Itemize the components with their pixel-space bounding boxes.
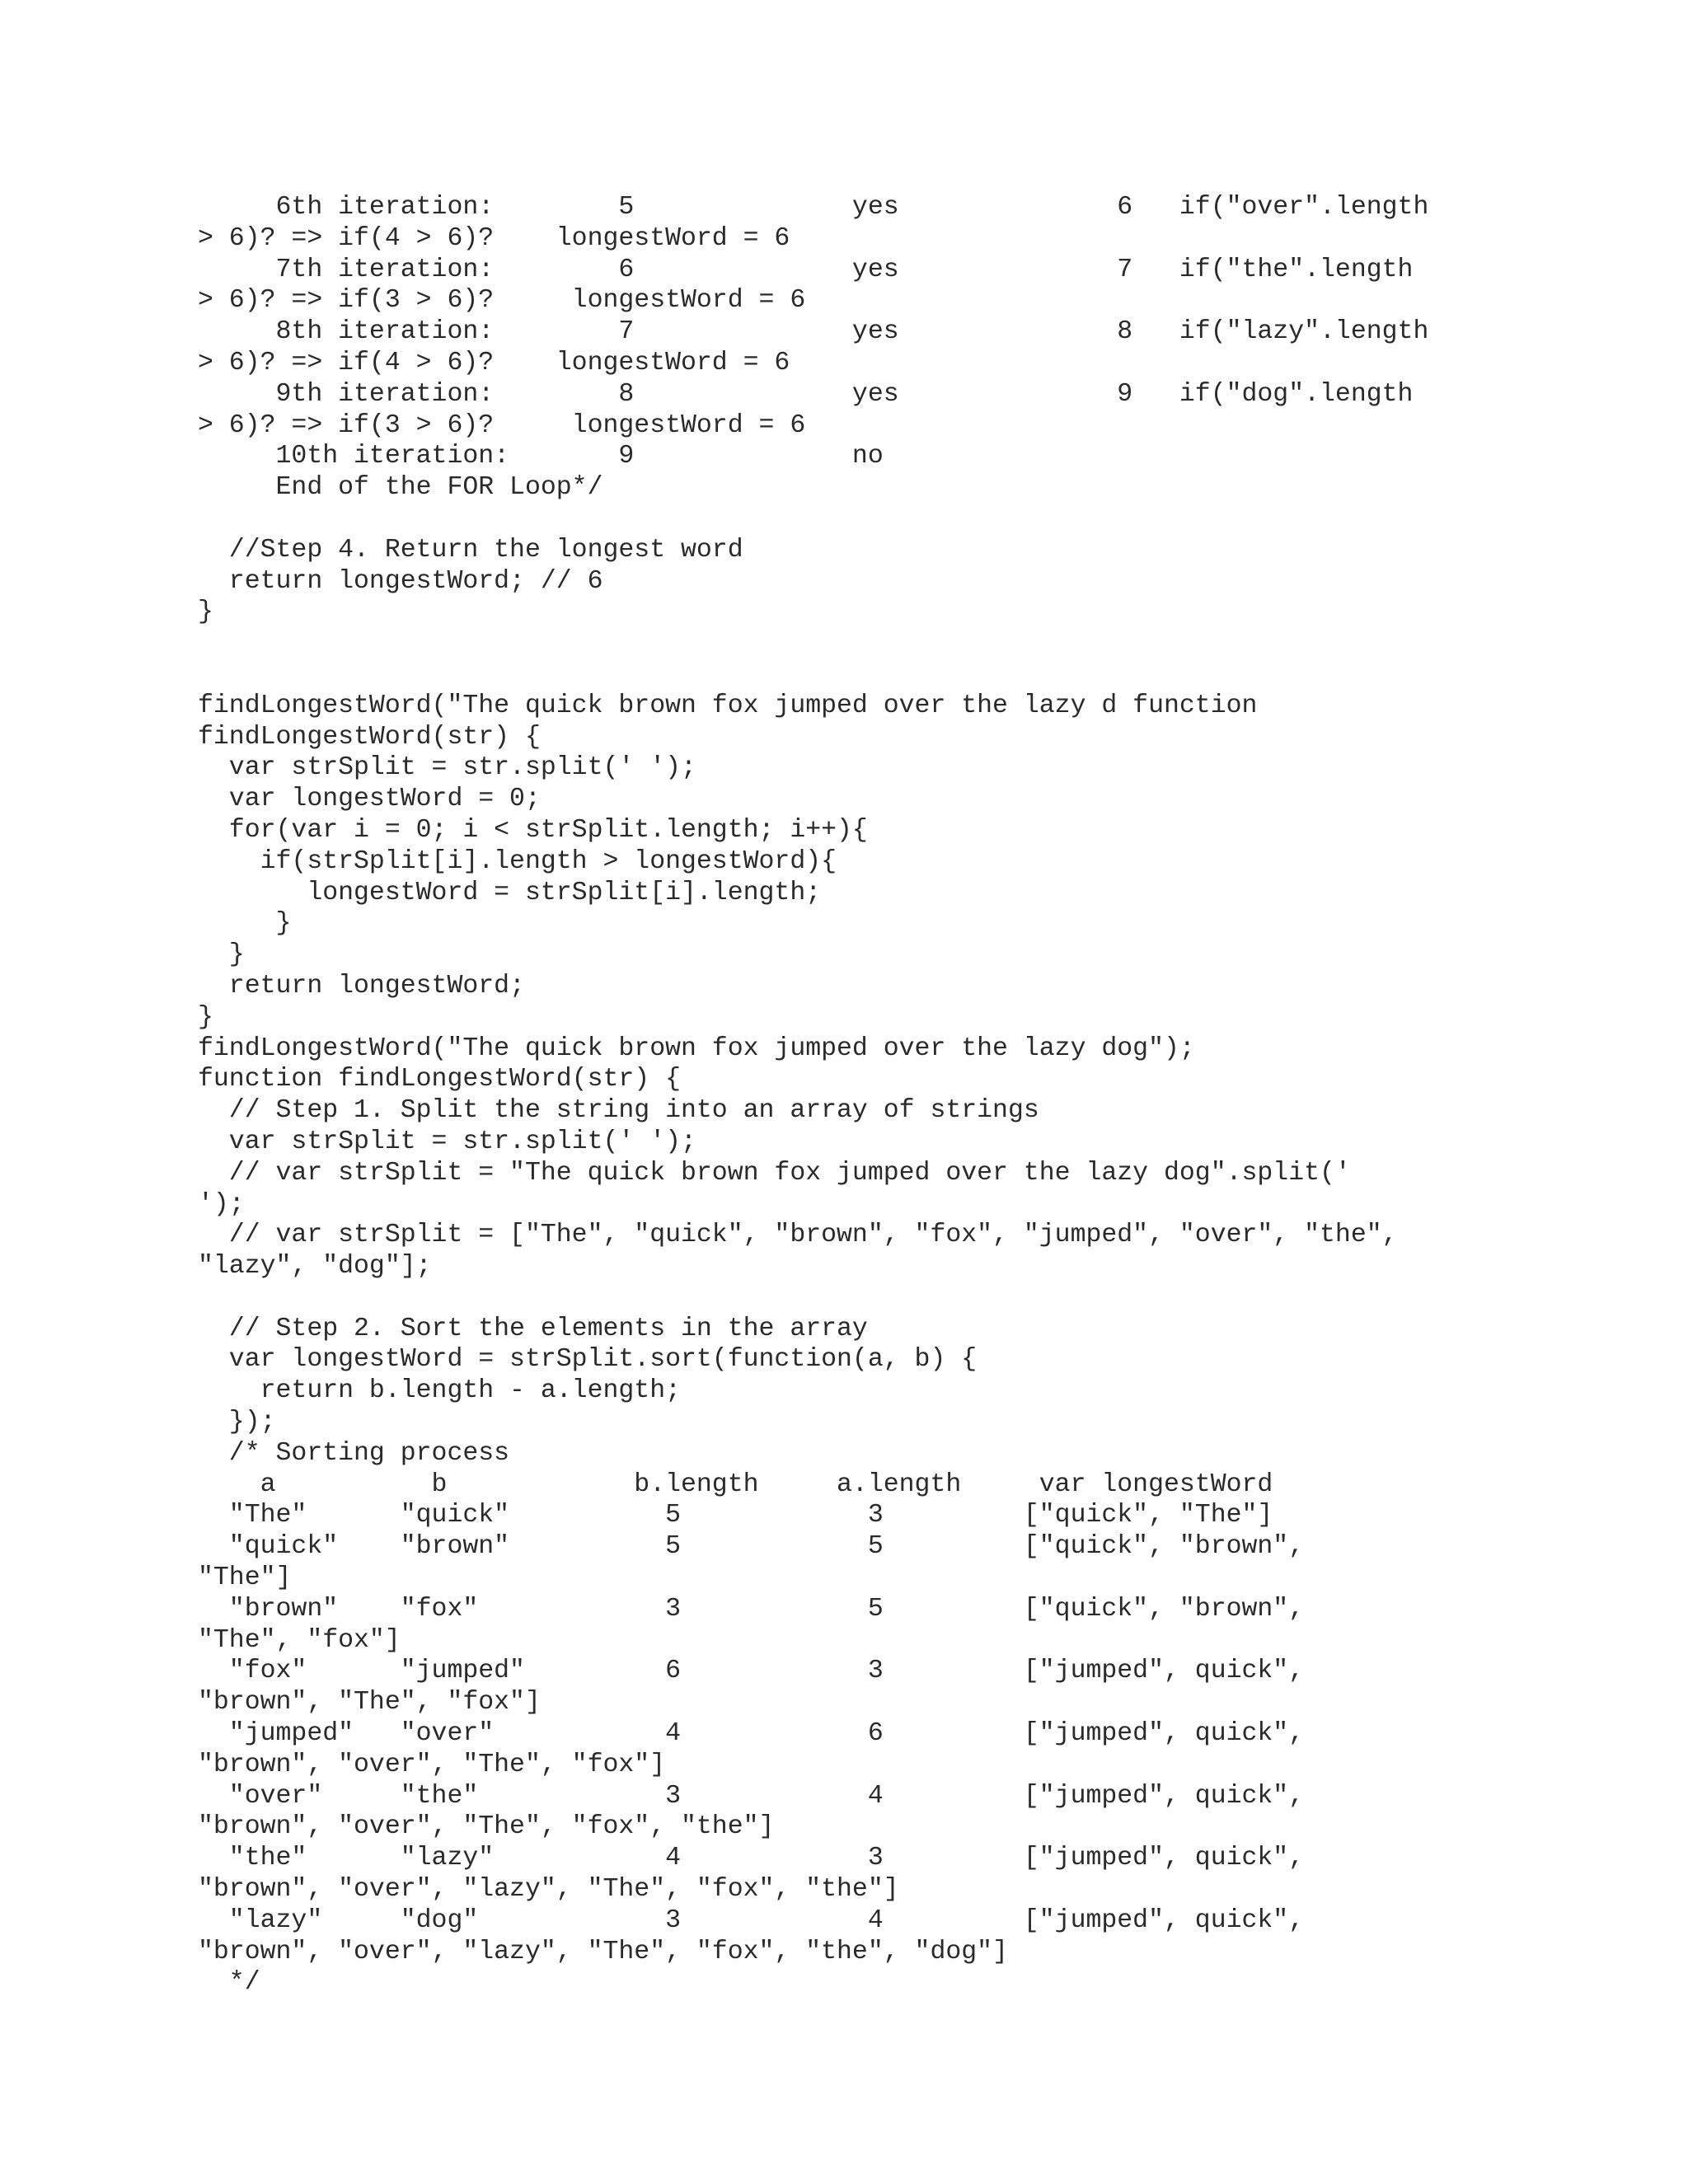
code-line: */ xyxy=(198,1968,260,1998)
code-line: var strSplit = str.split(' '); xyxy=(198,1127,696,1156)
code-line: var longestWord = strSplit.sort(function(a, b) { xyxy=(198,1345,978,1375)
code-line xyxy=(198,659,1550,691)
code-line: // Step 1. Split the string into an array of strings xyxy=(198,1096,1039,1126)
code-line: return longestWord; // 6 xyxy=(198,566,603,596)
code-line: 6th iteration: 5 yes 6 if("over".length xyxy=(198,193,1429,222)
code-line: End of the FOR Loop*/ xyxy=(198,473,603,503)
code-line: "brown", "over", "The", "fox", "the"] xyxy=(198,1812,775,1842)
code-line: findLongestWord("The quick brown fox jumped over the lazy dog"); xyxy=(198,1033,1195,1063)
code-line: } xyxy=(198,1002,213,1032)
code-line: return longestWord; xyxy=(198,971,525,1001)
code-line: "brown", "The", "fox"] xyxy=(198,1688,541,1718)
code-line: "brown", "over", "lazy", "The", "fox", "the"] xyxy=(198,1875,899,1905)
code-line: "lazy" "dog" 3 4 ["jumped", quick", xyxy=(198,1905,1305,1935)
code-line: } xyxy=(198,940,245,970)
code-line: return b.length - a.length; xyxy=(198,1376,681,1406)
code-line: "brown", "over", "lazy", "The", "fox", "the", "dog"] xyxy=(198,1937,1008,1966)
code-line: 9th iteration: 8 yes 9 if("dog".length xyxy=(198,379,1414,409)
code-line xyxy=(198,628,1550,659)
code-line: // var strSplit = ["The", "quick", "brown", "fox", "jumped", "over", "the", xyxy=(198,1221,1398,1250)
code-line: 7th iteration: 6 yes 7 if("the".length xyxy=(198,255,1414,284)
code-line: '); xyxy=(198,1189,245,1219)
code-line: 10th iteration: 9 no xyxy=(198,442,884,471)
code-line: longestWord = strSplit[i].length; xyxy=(198,878,822,907)
code-line: } xyxy=(198,909,292,939)
code-line: var longestWord = 0; xyxy=(198,785,541,814)
code-line: "fox" "jumped" 6 3 ["jumped", quick", xyxy=(198,1657,1305,1686)
code-line: /* Sorting process xyxy=(198,1438,510,1468)
code-line: > 6)? => if(4 > 6)? longestWord = 6 xyxy=(198,348,790,377)
code-line xyxy=(198,1282,1550,1314)
code-line: }); xyxy=(198,1408,276,1437)
code-line: "lazy", "dog"]; xyxy=(198,1252,432,1282)
code-line: findLongestWord("The quick brown fox jumped over the lazy d function xyxy=(198,691,1258,720)
code-line: for(var i = 0; i < strSplit.length; i++){ xyxy=(198,815,868,845)
code-line: // Step 2. Sort the elements in the array xyxy=(198,1314,868,1343)
code-line: "the" "lazy" 4 3 ["jumped", quick", xyxy=(198,1844,1305,1873)
code-listing xyxy=(198,192,1550,1999)
code-line: > 6)? => if(4 > 6)? longestWord = 6 xyxy=(198,223,790,253)
code-line: } xyxy=(198,598,213,627)
code-line: "brown", "over", "The", "fox"] xyxy=(198,1750,666,1779)
code-line: 8th iteration: 7 yes 8 if("lazy".length xyxy=(198,317,1429,347)
code-line xyxy=(198,504,1550,535)
code-line: > 6)? => if(3 > 6)? longestWord = 6 xyxy=(198,410,806,440)
code-line: // var strSplit = "The quick brown fox jumped over the lazy dog".split(' xyxy=(198,1158,1351,1188)
code-line: "brown" "fox" 3 5 ["quick", "brown", xyxy=(198,1594,1305,1624)
code-line: "jumped" "over" 4 6 ["jumped", quick", xyxy=(198,1719,1305,1749)
code-line: if(strSplit[i].length > longestWord){ xyxy=(198,846,837,876)
code-line: function findLongestWord(str) { xyxy=(198,1065,681,1094)
code-line: //Step 4. Return the longest word xyxy=(198,535,743,565)
code-line: > 6)? => if(3 > 6)? longestWord = 6 xyxy=(198,286,806,316)
code-line: findLongestWord(str) { xyxy=(198,722,541,752)
code-line: "quick" "brown" 5 5 ["quick", "brown", xyxy=(198,1532,1305,1562)
code-line: "The" "quick" 5 3 ["quick", "The"] xyxy=(198,1501,1273,1530)
code-line: "The", "fox"] xyxy=(198,1625,401,1655)
code-line: a b b.length a.length var longestWord xyxy=(198,1469,1273,1499)
code-line: var strSplit = str.split(' '); xyxy=(198,753,696,783)
code-line: "The"] xyxy=(198,1563,292,1593)
code-line: "over" "the" 3 4 ["jumped", quick", xyxy=(198,1781,1305,1811)
